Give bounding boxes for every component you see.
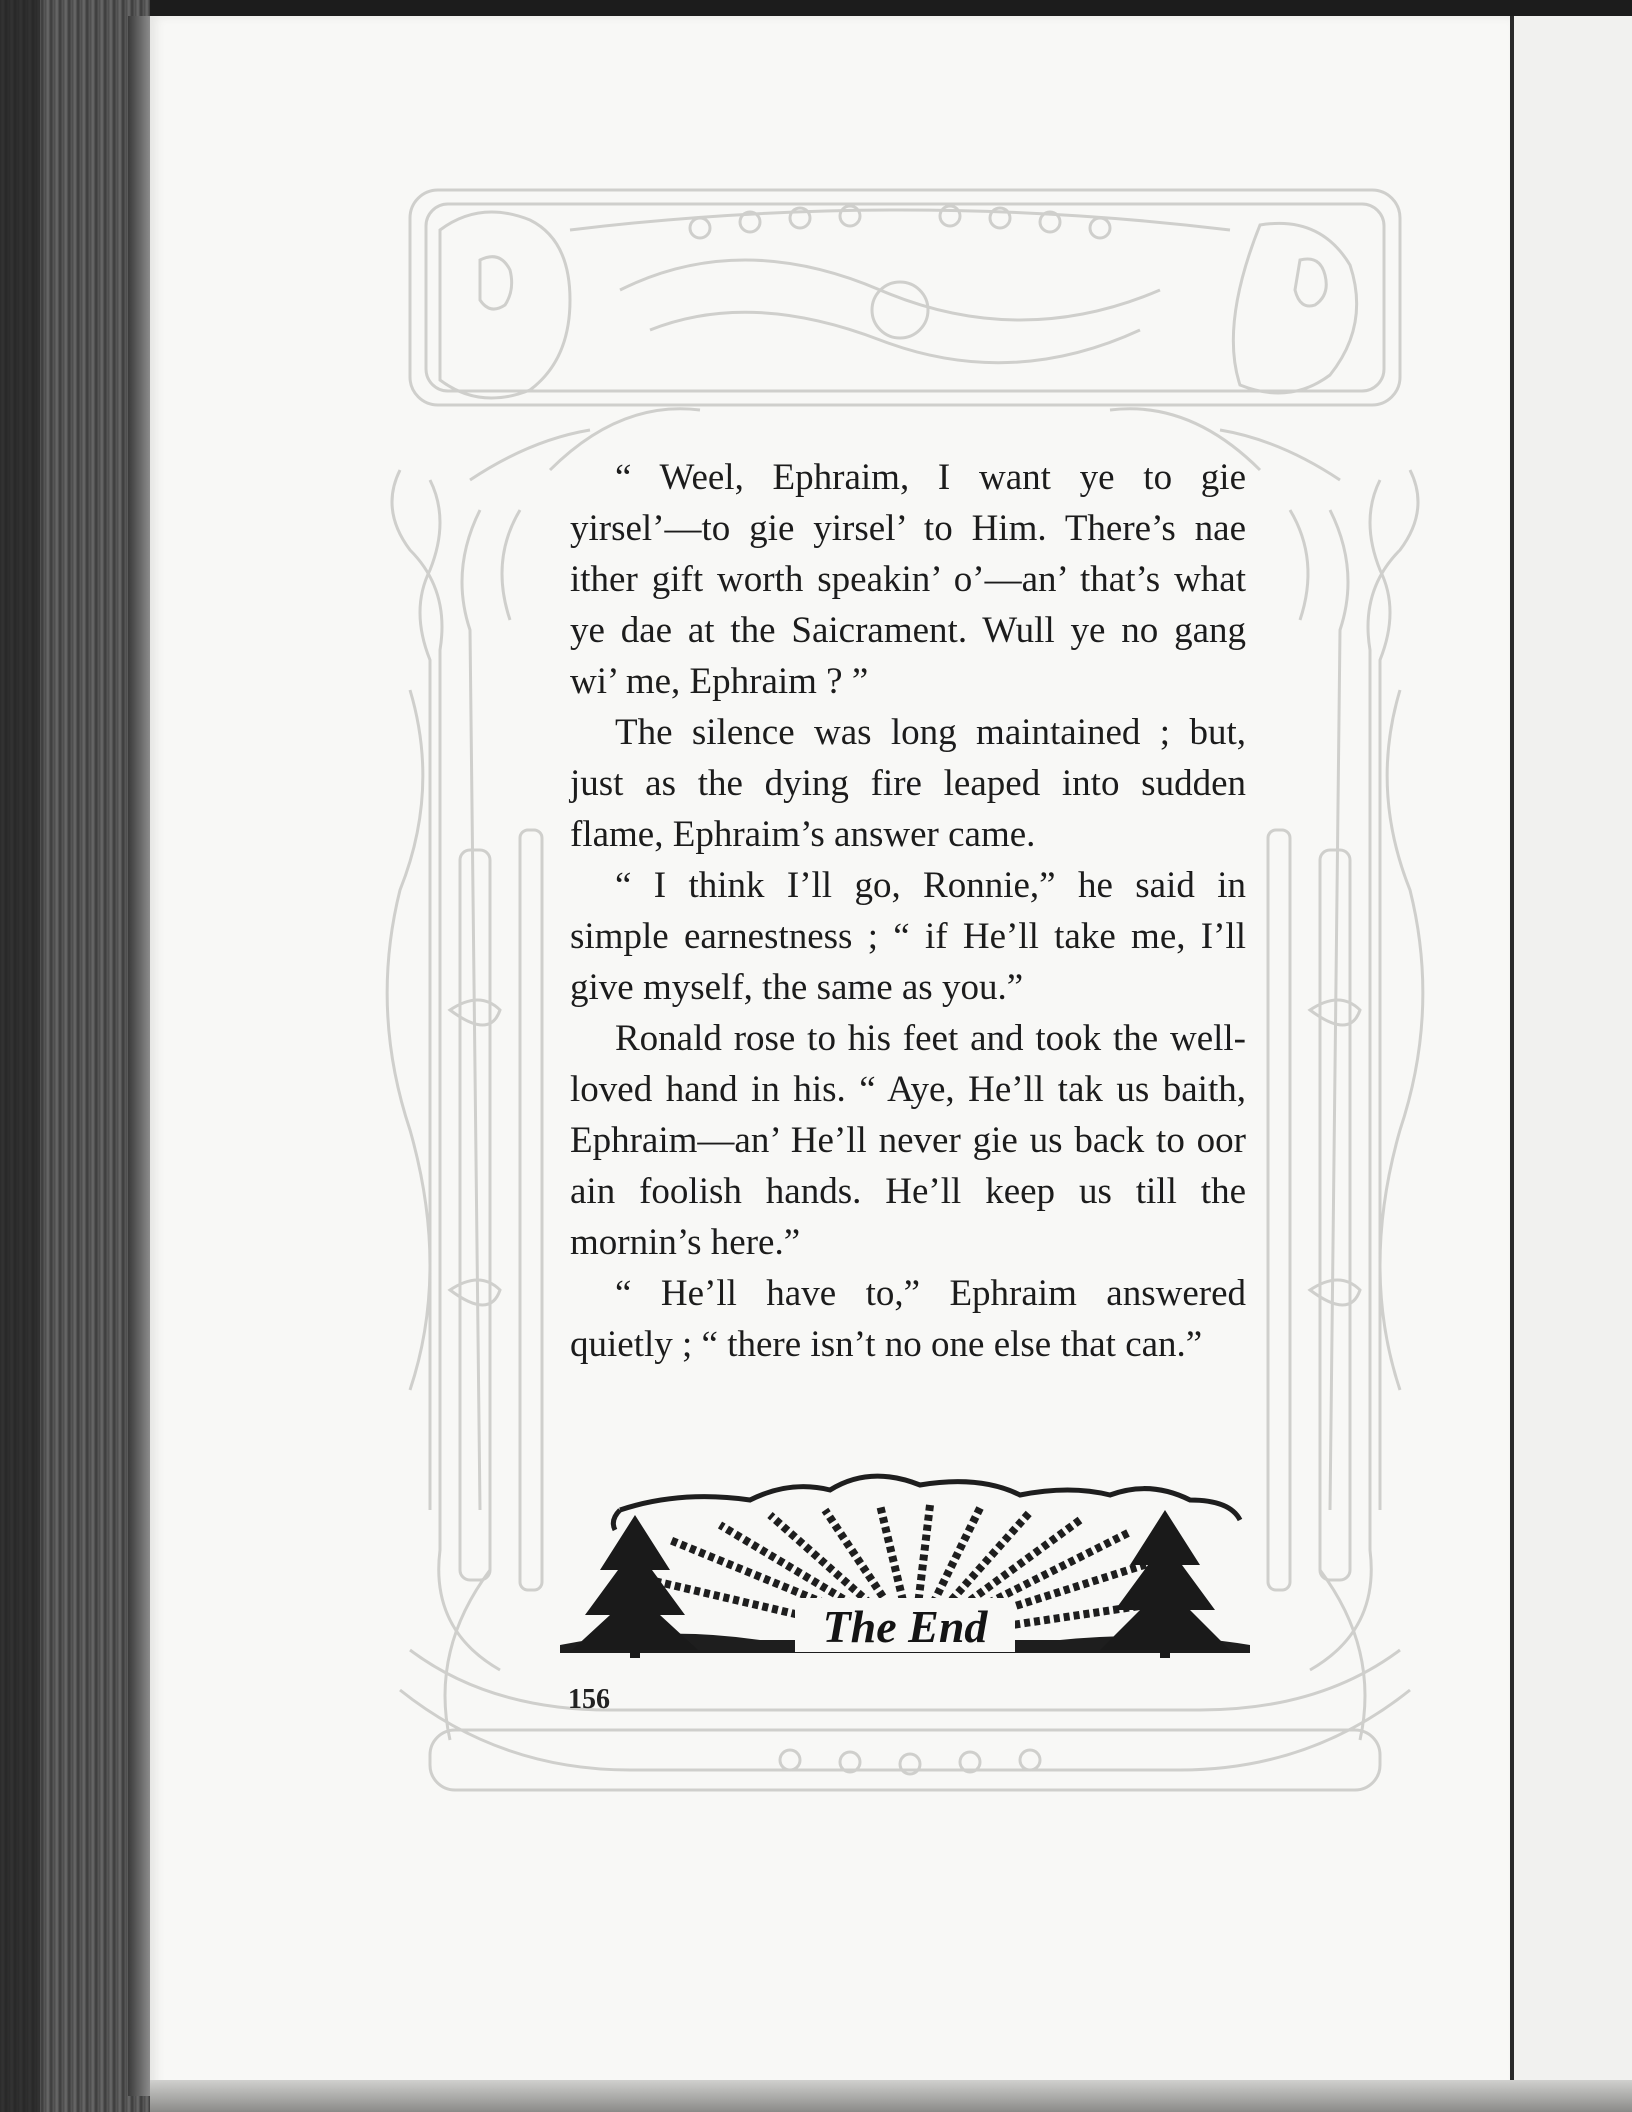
paragraph: The silence was long maintained ; but, just as the dying fire leaped into sudden flame, Ephraim’s answer came.: [570, 712, 1246, 855]
bottom-scan-edge: [150, 2080, 1632, 2112]
paragraph: “ He’ll have to,” Ephraim answered quietly ; “ there isn’t no one else that can.”: [570, 1273, 1246, 1365]
the-end-tailpiece: [560, 1470, 1250, 1680]
page-number: 156: [568, 1684, 610, 1715]
the-end-label: The End: [822, 1601, 988, 1652]
facing-page-edge: [1514, 16, 1632, 2112]
book-spine-shadow: [128, 16, 150, 2096]
paragraph: “ I think I’ll go, Ronnie,” he said in simple earnestness ; “ if He’ll take me, I’ll give myself, the same as you.”: [570, 865, 1246, 1008]
paragraph: Ronald rose to his feet and took the well-loved hand in his. “ Aye, He’ll tak us baith, Ephraim—an’ He’ll never gie us back to oor ain foolish hands. He’ll keep us till the mornin’s here.”: [570, 1018, 1246, 1263]
top-scan-edge: [0, 0, 1632, 16]
paragraph: “ Weel, Ephraim, I want ye to gie yirsel’—to gie yirsel’ to Him. There’s nae ither gift worth speakin’ o’—an’ that’s what ye dae at the Saicrament. Wull ye no gang wi’ me, Ephraim ? ”: [570, 457, 1246, 702]
book-cover-edge: [0, 0, 40, 2112]
body-text: [570, 452, 1246, 1370]
